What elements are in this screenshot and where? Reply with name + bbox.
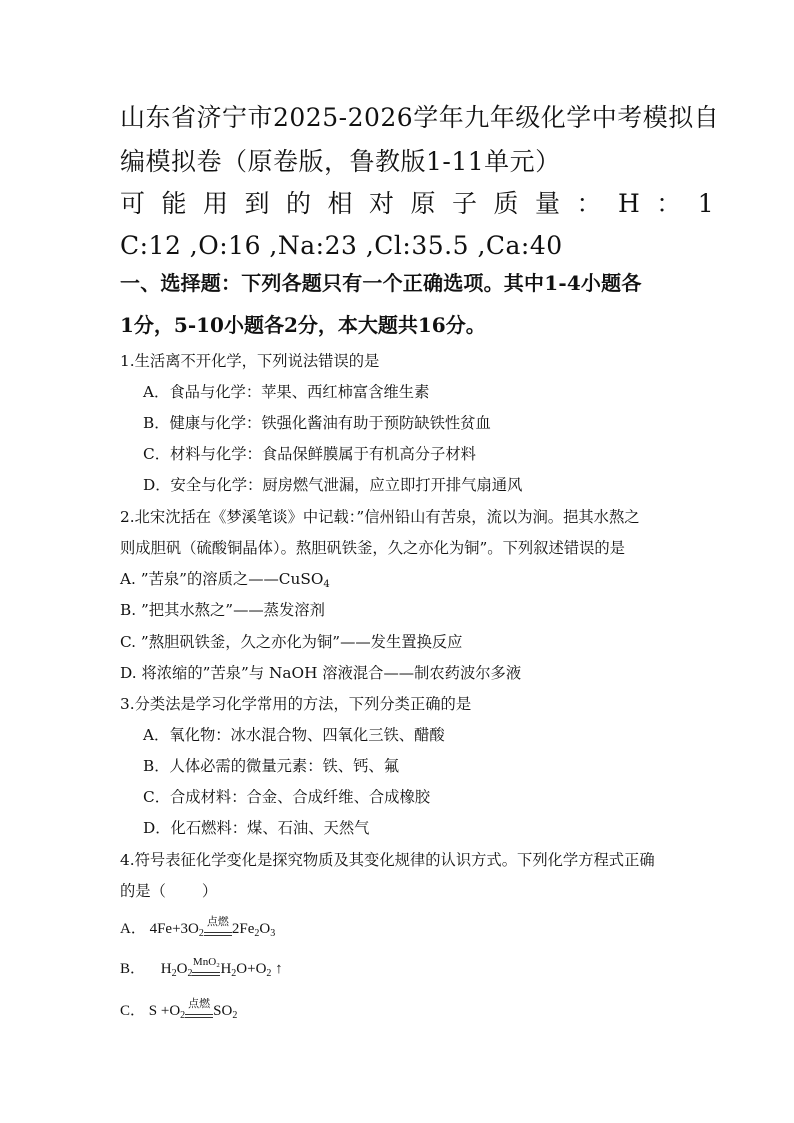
question-3-stem: 3.分类法是学习化学常用的方法，下列分类正确的是 [120, 695, 472, 713]
atomic-mass-line-2: C:12 ,O:16 ,Na:23 ,Cl:35.5 ,Ca:40 [120, 231, 563, 260]
question-1-option-d: D．安全与化学：厨房燃气泄漏，应立即打开排气扇通风 [143, 476, 523, 494]
question-3-option-a: A．氧化物：冰水混合物、四氧化三铁、醋酸 [143, 726, 445, 744]
option-c-rhs-subscript: 2 [232, 1010, 238, 1021]
option-b-lhs: H [160, 961, 172, 977]
exam-title-line-1: 山东省济宁市2025-2026学年九年级化学中考模拟自 [120, 103, 720, 132]
question-4-option-b [120, 958, 283, 985]
question-2-stem-line-2: 则成胆矾（硫酸铜晶体）。熬胆矾铁釜，久之亦化为铜”。下列叙述错误的是 [120, 539, 625, 557]
option-a-rhs-subscript-2: 3 [270, 928, 276, 939]
option-a-rhs-mid: O [259, 921, 271, 937]
question-1-option-c: C．材料与化学：食品保鲜膜属于有机高分子材料 [143, 445, 476, 463]
reaction-condition [204, 918, 232, 940]
option-c-lhs: S +O [148, 1003, 181, 1019]
question-4-option-c [120, 1000, 237, 1027]
question-3-option-d: D．化石燃料：煤、石油、天然气 [143, 819, 370, 837]
atomic-mass-line-1: 可能用到的相对原子质量：H：1 [120, 189, 731, 218]
question-1-stem: 1.生活离不开化学，下列说法错误的是 [120, 352, 380, 370]
exam-title-line-2: 编模拟卷（原卷版，鲁教版1-11单元） [120, 147, 561, 176]
question-4-stem-line-2 [120, 880, 217, 902]
question-3-option-b: B．人体必需的微量元素：铁、钙、氟 [143, 757, 399, 775]
question-3-option-c: C．合成材料：合金、合成纤维、合成橡胶 [143, 788, 431, 806]
option-c-rhs: SO [213, 1003, 233, 1019]
catalyst-condition [192, 958, 220, 980]
reaction-condition [185, 1000, 213, 1022]
option-a-label: A． [120, 921, 146, 937]
option-a-rhs: 2Fe [231, 921, 255, 937]
option-b-lhs-subscript-1: 2 [171, 968, 177, 979]
question-4-stem-line-2-end: ） [201, 882, 218, 900]
option-c-lhs-subscript: 2 [180, 1010, 186, 1021]
question-1-option-b: B．健康与化学：铁强化酱油有助于预防缺铁性贫血 [143, 414, 491, 432]
option-b-lhs-mid: O [176, 961, 188, 977]
option-b-rhs-subscript-1: 2 [231, 968, 237, 979]
section-heading-line-2: 1分，5-10小题各2分，本大题共16分。 [120, 313, 486, 337]
question-2-option-d: D. 将浓缩的”苦泉”与 NaOH 溶液混合——制农药波尔多液 [120, 664, 522, 682]
question-4-option-a [120, 918, 275, 945]
option-a-lhs: 4Fe+3O [149, 921, 199, 937]
question-2-option-a-subscript: 4 [323, 579, 330, 590]
question-2-stem-line-1: 2.北宋沈括在《梦溪笔谈》中记载：”信州铅山有苦泉，流以为涧。挹其水熬之 [120, 508, 640, 526]
option-a-lhs-subscript: 2 [198, 928, 204, 939]
option-b-label: B． [120, 961, 146, 977]
question-2-option-a-text: A. ”苦泉”的溶质之——CuSO [120, 570, 324, 588]
question-4-stem-line-1: 4.符号表征化学变化是探究物质及其变化规律的认识方式。下列化学方程式正确 [120, 851, 655, 869]
option-a-rhs-subscript-1: 2 [254, 928, 260, 939]
option-b-rhs: H [220, 961, 232, 977]
option-b-rhs-mid: O+O [236, 961, 267, 977]
question-2-option-c: C. ”熬胆矾铁釜，久之亦化为铜”——发生置换反应 [120, 633, 463, 651]
section-heading-line-1: 一、选择题：下列各题只有一个正确选项。其中1-4小题各 [120, 271, 642, 295]
reaction-condition-label: 点燃 [188, 998, 211, 1010]
reaction-condition-label: 点燃 [206, 916, 229, 928]
option-c-label: C． [120, 1003, 146, 1019]
option-b-rhs-subscript-2: 2 [266, 968, 272, 979]
catalyst-condition-label: MnO₂ [192, 956, 220, 968]
question-4-stem-line-2-start: 的是（ [120, 882, 166, 900]
option-b-lhs-subscript-2: 2 [187, 968, 193, 979]
question-2-option-b: B. ”把其水熬之”——蒸发溶剂 [120, 601, 325, 619]
question-1-option-a: A．食品与化学：苹果、西红柿富含维生素 [143, 383, 430, 401]
question-2-option-a [120, 568, 330, 596]
gas-arrow: ↑ [275, 961, 283, 977]
